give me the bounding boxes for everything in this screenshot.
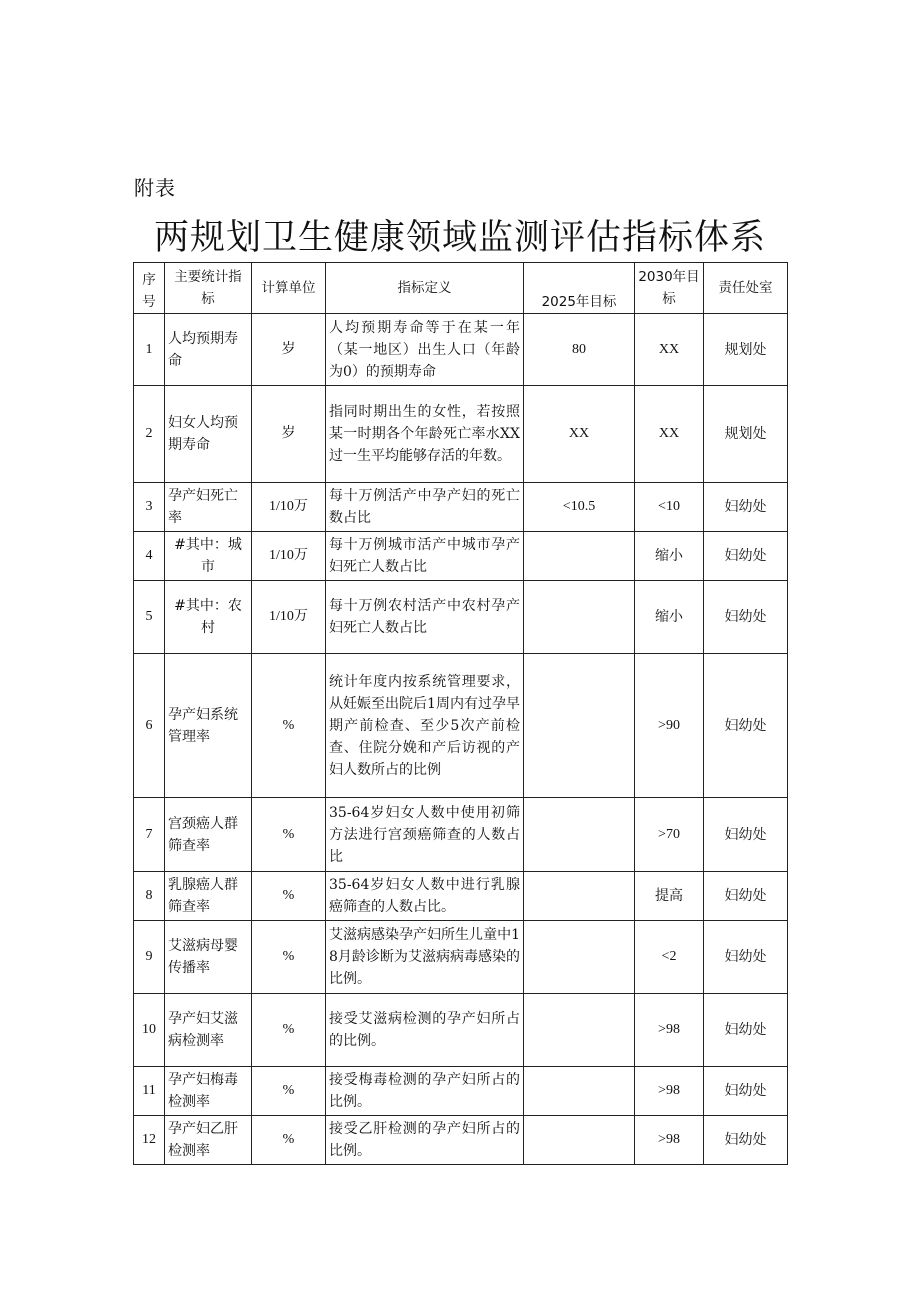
row-unit: 1/10万	[252, 483, 326, 532]
row-target-2030: >70	[635, 798, 704, 872]
row-seq: 9	[134, 921, 165, 994]
row-responsible-office: 规划处	[704, 314, 788, 386]
row-indicator-name: 乳腺癌人群筛查率	[165, 872, 252, 921]
row-responsible-office: 妇幼处	[704, 1067, 788, 1116]
table-row	[134, 798, 788, 872]
table-row	[134, 1067, 788, 1116]
row-unit: %	[252, 798, 326, 872]
row-seq: 3	[134, 483, 165, 532]
row-responsible-office: 妇幼处	[704, 581, 788, 654]
table-header-row	[134, 263, 788, 314]
header-unit: 计算单位	[252, 263, 326, 314]
row-seq: 6	[134, 654, 165, 798]
table-row	[134, 654, 788, 798]
row-definition: 35-64岁妇女人数中进行乳腺癌筛查的人数占比。	[326, 872, 524, 921]
row-target-2025	[524, 532, 635, 581]
table-row	[134, 921, 788, 994]
row-definition: 艾滋病感染孕产妇所生儿童中18月龄诊断为艾滋病病毒感染的比例。	[326, 921, 524, 994]
row-definition: 每十万例城市活产中城市孕产妇死亡人数占比	[326, 532, 524, 581]
header-responsible-office: 责任处室	[704, 263, 788, 314]
row-definition: 统计年度内按系统管理要求，从妊娠至出院后1周内有过孕早期产前检查、至少5次产前检查、住院分娩和产后访视的产妇人数所占的比例	[326, 654, 524, 798]
row-seq: 4	[134, 532, 165, 581]
row-unit: 岁	[252, 314, 326, 386]
row-target-2030: >98	[635, 1116, 704, 1165]
header-definition: 指标定义	[326, 263, 524, 314]
row-target-2025	[524, 1067, 635, 1116]
row-seq: 8	[134, 872, 165, 921]
row-responsible-office: 妇幼处	[704, 921, 788, 994]
appendix-label: 附表	[134, 176, 176, 200]
row-unit: %	[252, 654, 326, 798]
row-indicator-name: 孕产妇乙肝检测率	[165, 1116, 252, 1165]
row-seq: 5	[134, 581, 165, 654]
row-target-2025	[524, 581, 635, 654]
row-unit: 1/10万	[252, 532, 326, 581]
row-seq: 10	[134, 994, 165, 1067]
table-row	[134, 314, 788, 386]
table-row	[134, 532, 788, 581]
row-indicator-name: 孕产妇艾滋病检测率	[165, 994, 252, 1067]
row-target-2030: >98	[635, 994, 704, 1067]
header-target-2030: 2030年目标	[635, 263, 704, 314]
row-indicator-name: #其中：农村	[165, 581, 252, 654]
row-target-2030: 缩小	[635, 581, 704, 654]
row-unit: 岁	[252, 386, 326, 483]
row-definition: 接受艾滋病检测的孕产妇所占的比例。	[326, 994, 524, 1067]
row-definition: 每十万例农村活产中农村孕产妇死亡人数占比	[326, 581, 524, 654]
table-row	[134, 581, 788, 654]
row-definition: 35-64岁妇女人数中使用初筛方法进行宫颈癌筛查的人数占比	[326, 798, 524, 872]
row-seq: 11	[134, 1067, 165, 1116]
row-indicator-name: 孕产妇梅毒检测率	[165, 1067, 252, 1116]
row-definition: 指同时期出生的女性，若按照某一时期各个年龄死亡率水XX过一生平均能够存活的年数。	[326, 386, 524, 483]
row-responsible-office: 妇幼处	[704, 1116, 788, 1165]
row-unit: %	[252, 872, 326, 921]
table-row	[134, 483, 788, 532]
row-responsible-office: 妇幼处	[704, 532, 788, 581]
row-definition: 接受梅毒检测的孕产妇所占的比例。	[326, 1067, 524, 1116]
table-row	[134, 386, 788, 483]
row-target-2025	[524, 654, 635, 798]
row-seq: 1	[134, 314, 165, 386]
header-target-2025: 2025年目标	[524, 263, 635, 314]
row-target-2025	[524, 798, 635, 872]
row-target-2025	[524, 1116, 635, 1165]
header-seq: 序号	[134, 263, 165, 314]
table-row	[134, 994, 788, 1067]
row-target-2025	[524, 872, 635, 921]
row-indicator-name: 孕产妇死亡率	[165, 483, 252, 532]
document-title: 两规划卫生健康领域监测评估指标体系	[153, 218, 766, 258]
row-indicator-name: 妇女人均预期寿命	[165, 386, 252, 483]
row-definition: 接受乙肝检测的孕产妇所占的比例。	[326, 1116, 524, 1165]
row-seq: 7	[134, 798, 165, 872]
row-responsible-office: 妇幼处	[704, 798, 788, 872]
row-responsible-office: 妇幼处	[704, 994, 788, 1067]
row-target-2025: XX	[524, 386, 635, 483]
row-target-2030: XX	[635, 314, 704, 386]
row-target-2030: 提高	[635, 872, 704, 921]
row-responsible-office: 妇幼处	[704, 654, 788, 798]
row-responsible-office: 规划处	[704, 386, 788, 483]
row-unit: 1/10万	[252, 581, 326, 654]
row-unit: %	[252, 994, 326, 1067]
row-definition: 每十万例活产中孕产妇的死亡数占比	[326, 483, 524, 532]
row-indicator-name: 艾滋病母婴传播率	[165, 921, 252, 994]
row-target-2030: <2	[635, 921, 704, 994]
row-target-2030: 缩小	[635, 532, 704, 581]
row-indicator-name: 孕产妇系统管理率	[165, 654, 252, 798]
row-unit: %	[252, 1067, 326, 1116]
row-responsible-office: 妇幼处	[704, 483, 788, 532]
header-indicator-name: 主要统计指标	[165, 263, 252, 314]
row-target-2025	[524, 921, 635, 994]
row-unit: %	[252, 1116, 326, 1165]
indicator-table	[133, 262, 788, 1165]
row-definition: 人均预期寿命等于在某一年（某一地区）出生人口（年龄为0）的预期寿命	[326, 314, 524, 386]
row-indicator-name: #其中：城市	[165, 532, 252, 581]
table-row	[134, 1116, 788, 1165]
row-target-2030: >90	[635, 654, 704, 798]
row-unit: %	[252, 921, 326, 994]
row-target-2025: 80	[524, 314, 635, 386]
row-indicator-name: 人均预期寿命	[165, 314, 252, 386]
row-target-2030: >98	[635, 1067, 704, 1116]
row-target-2030: <10	[635, 483, 704, 532]
table-row	[134, 872, 788, 921]
row-target-2030: XX	[635, 386, 704, 483]
row-seq: 12	[134, 1116, 165, 1165]
row-seq: 2	[134, 386, 165, 483]
row-target-2025: <10.5	[524, 483, 635, 532]
row-responsible-office: 妇幼处	[704, 872, 788, 921]
row-target-2025	[524, 994, 635, 1067]
row-indicator-name: 宫颈癌人群筛查率	[165, 798, 252, 872]
